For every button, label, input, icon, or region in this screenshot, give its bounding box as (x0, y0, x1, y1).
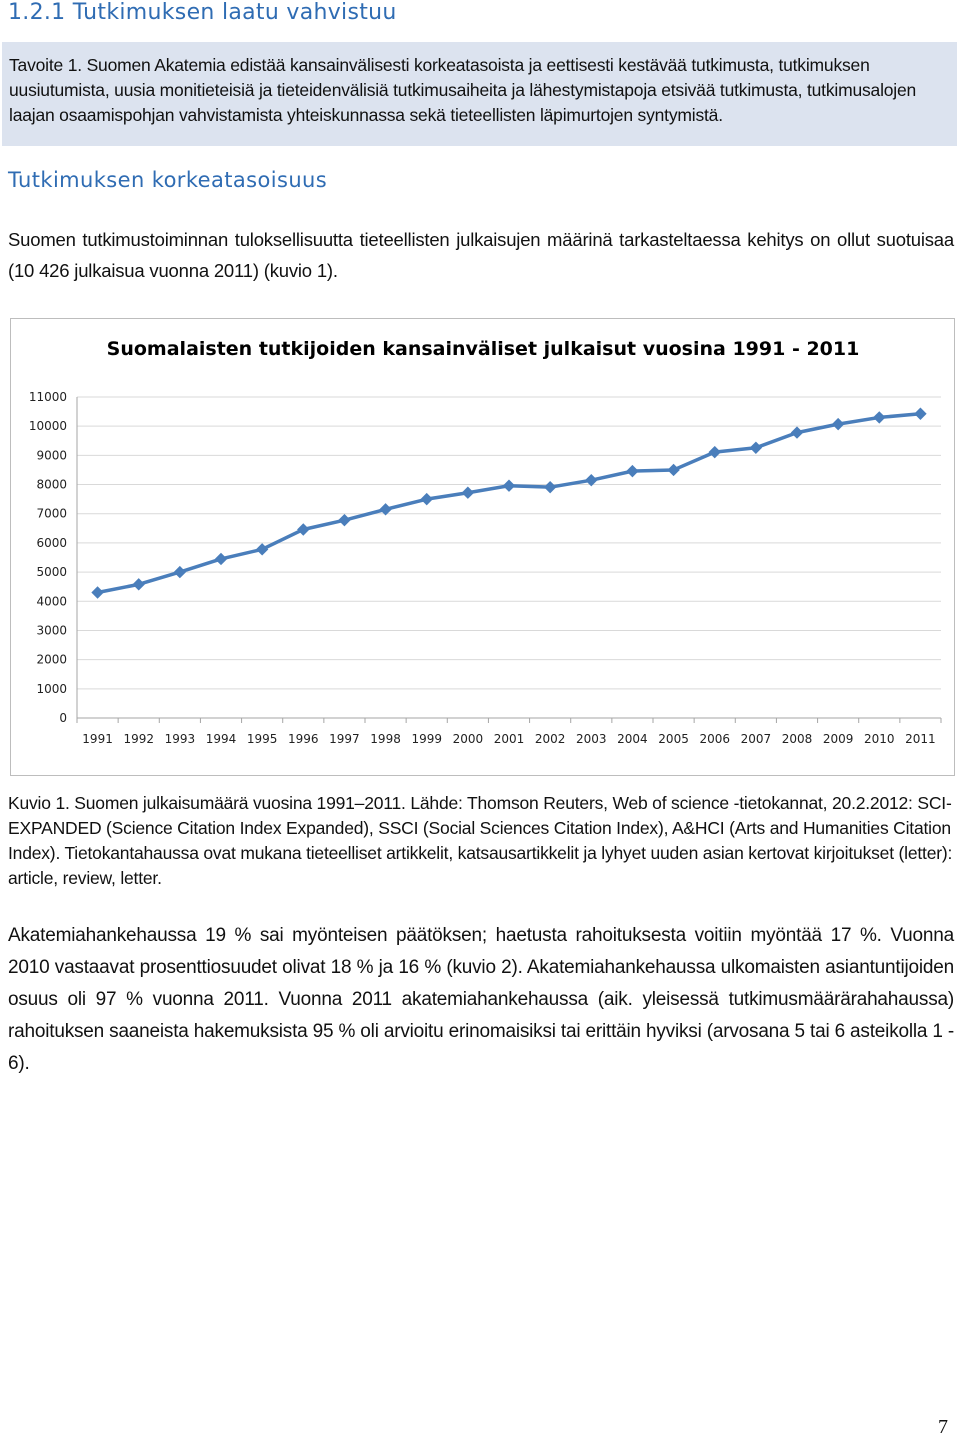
data-point (586, 475, 597, 486)
data-point (504, 480, 515, 491)
data-point (92, 587, 103, 598)
y-tick-label: 2000 (36, 652, 67, 667)
data-point (421, 494, 432, 505)
figure-caption: Kuvio 1. Suomen julkaisumäärä vuosina 1991–2011. Lähde: Thomson Reuters, Web of science -tietokannat, 20.2.2012: SCI-EXPANDED (Science Citation Index Expanded), SSCI (Social Sciences Citation Index), A&HCI (Arts and Humanities Citation Index). Tietokantahaussa ovat mukana tieteelliset artikkelit, katsausartikkelit ja lyhyet uuden asian kertovat kirjoitukset (letter): article, review, letter. (8, 793, 953, 888)
data-point (709, 447, 720, 458)
data-point (257, 544, 268, 555)
subheading: Tutkimuksen korkeatasoisuus (8, 168, 328, 192)
x-tick-label: 2010 (864, 732, 895, 746)
data-point (668, 464, 679, 475)
x-tick-label: 2009 (822, 732, 854, 746)
data-point (339, 515, 350, 526)
chart-title: Suomalaisten tutkijoiden kansainväliset julkaisut vuosina 1991 - 2011 (106, 338, 860, 360)
y-tick-label: 11000 (28, 390, 67, 404)
x-tick-label: 2011 (905, 732, 936, 746)
y-tick-label: 3000 (36, 623, 67, 638)
x-tick-label: 1993 (164, 732, 196, 746)
y-tick-label: 9000 (36, 448, 67, 463)
x-tick-label: 2003 (576, 732, 607, 746)
y-tick-label: 0 (59, 711, 67, 725)
y-tick-label: 1000 (36, 681, 67, 696)
data-point (915, 408, 926, 419)
y-tick-label: 6000 (36, 535, 67, 550)
data-point (833, 419, 844, 430)
data-point (462, 487, 473, 498)
y-tick-label: 4000 (36, 594, 67, 609)
y-tick-label: 7000 (36, 506, 67, 521)
x-tick-label: 1991 (82, 732, 113, 746)
section-heading: 1.2.1 Tutkimuksen laatu vahvistuu (8, 0, 397, 25)
x-tick-label: 2001 (493, 732, 525, 746)
x-tick-label: 2004 (617, 732, 648, 746)
data-point (750, 442, 761, 453)
x-tick-label: 1996 (288, 732, 319, 746)
chart-svg (11, 319, 956, 777)
x-tick-label: 1994 (205, 732, 237, 746)
data-point (627, 466, 638, 477)
y-tick-label: 10000 (28, 419, 67, 434)
series-line (98, 414, 921, 593)
publications-chart (10, 318, 955, 776)
y-tick-label: 8000 (36, 477, 67, 492)
data-point (380, 504, 391, 515)
x-tick-label: 2006 (699, 732, 730, 746)
data-point (174, 567, 185, 578)
x-tick-label: 2008 (781, 732, 813, 746)
data-point (133, 579, 144, 590)
x-tick-label: 1997 (329, 732, 360, 746)
x-tick-label: 2007 (740, 732, 772, 746)
paragraph-1: Suomen tutkimustoiminnan tuloksellisuutta tieteellisten julkaisujen määrinä tarkasteltaessa kehitys on ollut suotuisaa (10 426 julkaisua vuonna 2011) (kuvio 1). (8, 229, 954, 281)
data-point (298, 524, 309, 535)
data-point (545, 482, 556, 493)
data-point (216, 553, 227, 564)
x-tick-label: 1998 (370, 732, 401, 746)
data-point (874, 412, 885, 423)
x-tick-label: 1995 (246, 732, 278, 746)
y-tick-label: 5000 (36, 565, 67, 580)
goal-box: Tavoite 1. Suomen Akatemia edistää kansainvälisesti korkeatasoista ja eettisesti kestävää tutkimusta, tutkimuksen uusiutumista, uusia monitieteisiä ja tieteidenvälisiä tutkimusaiheita ja lähestymistapoja etsivää tutkimusta, tutkimusalojen laajan osaamispohjan vahvistamista yhteiskunnassa sekä tieteellisten läpimurtojen syntymistä. (2, 42, 957, 146)
x-tick-label: 2002 (534, 732, 566, 746)
data-point (792, 427, 803, 438)
x-tick-label: 2000 (452, 732, 484, 746)
x-tick-label: 1992 (123, 732, 154, 746)
x-tick-label: 1999 (411, 732, 442, 746)
paragraph-2: Akatemiahankehaussa 19 % sai myönteisen päätöksen; haetusta rahoituksesta voitiin myöntää 17 %. Vuonna 2010 vastaavat prosenttiosuudet olivat 18 % ja 16 % (kuvio 2). Akatemiahankehaussa ulkomaisten asiantuntijoiden osuus oli 97 % vuonna 2011. Vuonna 2011 akatemiahankehaussa (aik. yleisessä tutkimusmäärärahahaussa) rahoituksen saaneista hakemuksista 95 % oli arvioitu erinomaisiksi tai erittäin hyviksi (arvosana 5 tai 6 asteikolla 1 - 6). (8, 925, 954, 1074)
x-tick-label: 2005 (658, 732, 689, 746)
page-number: 7 (938, 1416, 948, 1438)
